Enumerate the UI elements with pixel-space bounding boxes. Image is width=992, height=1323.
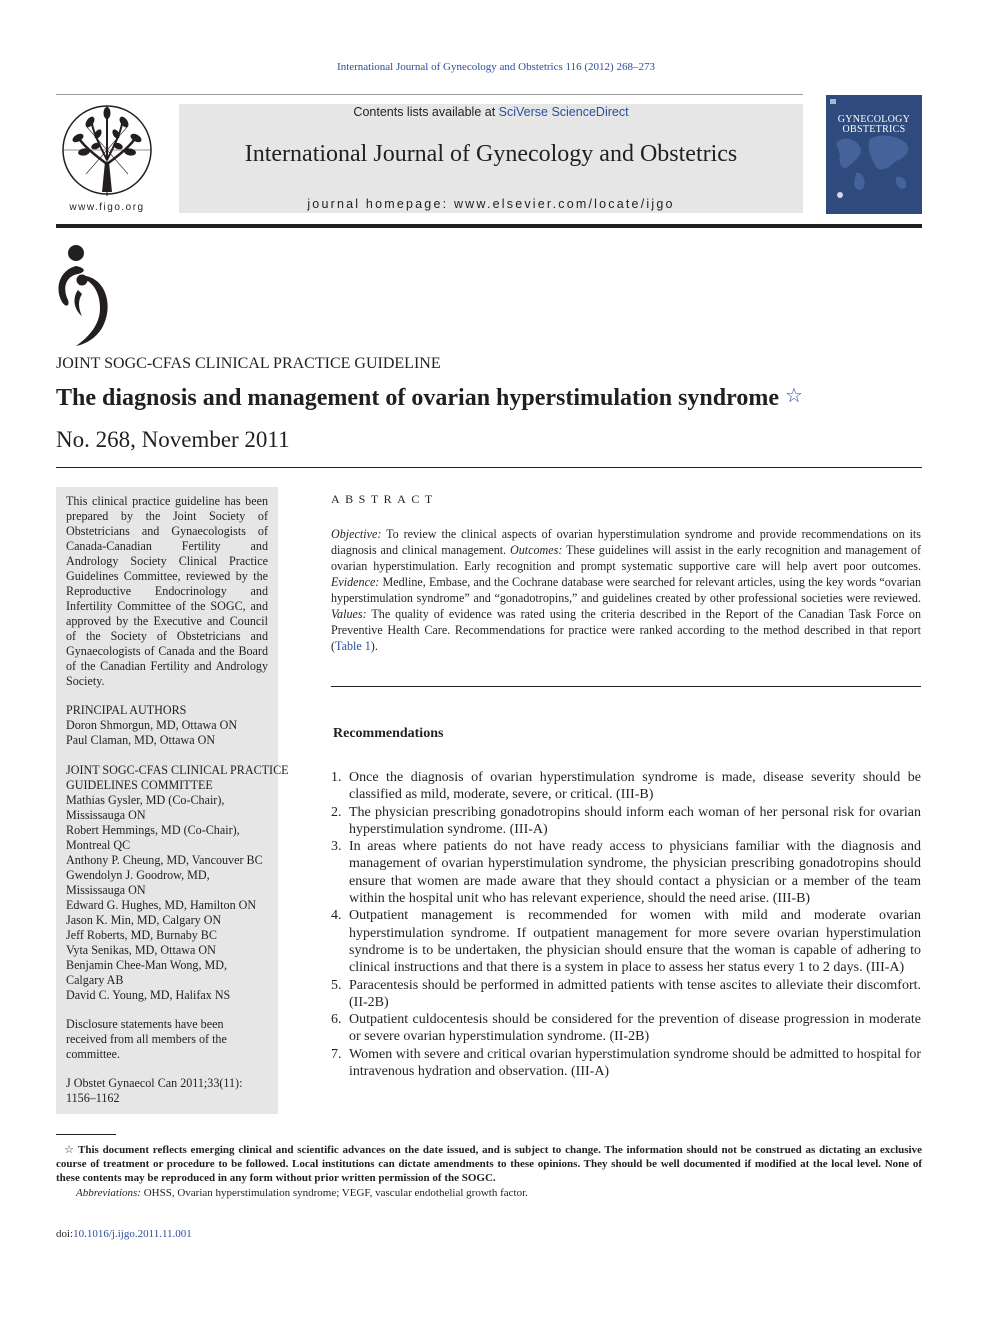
recommendation-item [331, 1011, 921, 1046]
footnote-star-icon: ☆ [64, 1144, 74, 1156]
footnote [56, 1143, 922, 1185]
objective-text: To review the clinical aspects of ovarian hyperstimulation syndrome and provide recommendations on its diagnosis and clinical management. [331, 527, 921, 557]
article-title-text: The diagnosis and management of ovarian hyperstimulation syndrome [56, 385, 779, 411]
abstract-heading: ABSTRACT [331, 492, 438, 506]
cover-title-line2: OBSTETRICS [842, 124, 906, 135]
author-line: Doron Shmorgun, MD, Ottawa ON [66, 718, 238, 732]
recommendations-heading: Recommendations [333, 726, 444, 741]
disclosure-line: received from all members of the [66, 1032, 227, 1046]
recommendation-text: In areas where patients do not have ready access to physicians familiar with the diagnosis and management of ovarian hyperstimulation syndrome, the physician prescribing gonadotropins should ensure that women are made aware that they should contact a physician or a member of the team within the hospital unit who has relevant experience, should the need arise. (III-B) [349, 839, 921, 907]
abstract-body [331, 526, 921, 654]
recommendation-number: 2. [331, 804, 342, 820]
abstract-divider [331, 686, 921, 687]
disclosure-line: Disclosure statements have been [66, 1017, 224, 1031]
recommendation-item [331, 907, 921, 976]
doi-prefix: doi: [56, 1228, 74, 1240]
committee-line: Jason K. Min, MD, Calgary ON [66, 913, 222, 927]
journal-reference-line: J Obstet Gynaecol Can 2011;33(11): [66, 1076, 243, 1090]
committee-line: Montreal QC [66, 838, 131, 852]
footnote-text: This document reflects emerging clinical and scientific advances on the date issued, and is subject to change. The information should not be construed as dictating an exclusive course of treatment or procedure to be followed. Local institutions can dictate amendments to these opinions. They should be well documented if modified at the local level. None of these contents may be reproduced in any form without prior written permission of the SOGC. [56, 1144, 922, 1184]
evidence-label: Evidence: [331, 575, 380, 589]
article-title [56, 385, 803, 412]
committee-line: Mississauga ON [66, 808, 146, 822]
contents-line [179, 105, 803, 119]
principal-authors-heading: PRINCIPAL AUTHORS [66, 703, 187, 717]
committee-heading: GUIDELINES COMMITTEE [66, 778, 213, 792]
header-divider [56, 224, 922, 228]
objective-label: Objective: [331, 527, 382, 541]
values-text: The quality of evidence was rated using the criteria described in the Report of the Canadian Task Force on Preventive Health Care. Recommendations for practice were ranked according to the method described in that report ( [331, 607, 921, 653]
abbreviations-text: OHSS, Ovarian hyperstimulation syndrome; VEGF, vascular endothelial growth factor. [140, 1187, 528, 1199]
abbreviations [76, 1186, 922, 1200]
committee-line: Mississauga ON [66, 883, 146, 897]
journal-homepage[interactable]: journal homepage: www.elsevier.com/locate/ijgo [307, 197, 675, 211]
top-divider [56, 94, 803, 95]
recommendation-item [331, 804, 921, 839]
recommendation-number: 7. [331, 1046, 342, 1062]
abbreviations-label: Abbreviations: [76, 1187, 141, 1199]
title-footnote-star-icon[interactable]: ☆ [784, 385, 803, 407]
committee-line: Gwendolyn J. Goodrow, MD, [66, 868, 210, 882]
outcomes-text: These guidelines will assist in the early recognition and management of ovarian hyperstimulation. Early recognition and prompt systematic supportive care will help avert poor outcomes. [331, 543, 921, 573]
recommendation-number: 5. [331, 977, 342, 993]
committee-line: Benjamin Chee-Man Wong, MD, [66, 958, 228, 972]
committee-line: Mathias Gysler, MD (Co-Chair), [66, 793, 225, 807]
recommendation-text: Outpatient management is recommended for women with mild and moderate ovarian hyperstimulation syndrome. If outpatient management for more severe ovarian hyperstimulation syndrome is to be undertaken, the physician should ensure that the woman is capable of adhering to clinical instructions and that there is a system in place to assess her status every 1 to 2 days. (III-A) [349, 908, 921, 976]
sciencedirect-link[interactable]: SciVerse ScienceDirect [498, 105, 629, 119]
journal-reference-line: 1156–1162 [66, 1091, 120, 1105]
committee-line: Calgary AB [66, 973, 124, 987]
committee-heading: JOINT SOGC-CFAS CLINICAL PRACTICE [66, 763, 289, 777]
sogc-logo-icon [56, 244, 112, 346]
guideline-series: JOINT SOGC-CFAS CLINICAL PRACTICE GUIDELINE [56, 355, 441, 372]
journal-citation[interactable]: International Journal of Gynecology and Obstetrics 116 (2012) 268–273 [337, 61, 655, 73]
sidebar-intro: This clinical practice guideline has been prepared by the Joint Society of Obstetricians and Gynaecologists of Canada-Canadian Fertility and Andrology Society Clinical Practice Guidelines Committee, reviewed by the Reproductive Endocrinology and Infertility Committee of the SOGC, and approved by the Executive and Council of the Society of Obstetricians and Gynaecologists of Canada and the Board of the Canadian Fertility and Andrology Society. [66, 494, 268, 688]
cover-title [826, 115, 922, 135]
doi [56, 1228, 192, 1240]
recommendation-item [331, 1046, 921, 1081]
abstract-closing: ). [370, 639, 378, 653]
cover-map-icon [826, 95, 922, 214]
recommendation-text: Outpatient culdocentesis should be considered for the prevention of disease progression in moderate or severe ovarian hyperstimulation syndrome. (II-2B) [349, 1012, 921, 1045]
disclosure-line: committee. [66, 1047, 121, 1061]
guideline-number: No. 268, November 2011 [56, 427, 290, 452]
doi-link[interactable]: 10.1016/j.ijgo.2011.11.001 [73, 1228, 192, 1240]
journal-cover [826, 95, 922, 214]
values-label: Values: [331, 607, 367, 621]
cover-title-line1: GYNECOLOGY [837, 114, 911, 125]
recommendation-item [331, 769, 921, 804]
committee-line: Robert Hemmings, MD (Co-Chair), [66, 823, 240, 837]
author-line: Paul Claman, MD, Ottawa ON [66, 733, 216, 747]
recommendation-text: Paracentesis should be performed in admitted patients with tense ascites to alleviate their discomfort. (II-2B) [349, 977, 921, 1010]
footnote-divider [56, 1134, 116, 1135]
figo-url[interactable]: www.figo.org [69, 202, 145, 213]
recommendation-text: Women with severe and critical ovarian hyperstimulation syndrome should be admitted to hospital for intravenous hydration and observation. (III-A) [349, 1046, 921, 1080]
recommendation-text: The physician prescribing gonadotropins should inform each woman of her personal risk for ovarian hyperstimulation syndrome. (III-A) [349, 804, 921, 837]
recommendation-item [331, 977, 921, 1012]
principal-authors [66, 703, 268, 748]
recommendation-text: Once the diagnosis of ovarian hyperstimulation syndrome is made, disease severity should be classified as mild, moderate, severe, or critical. (III-B) [349, 770, 921, 803]
recommendation-number: 3. [331, 839, 342, 855]
contents-prefix: Contents lists available at [353, 105, 499, 119]
recommendation-number: 6. [331, 1012, 342, 1028]
committee-line: Vyta Senikas, MD, Ottawa ON [66, 943, 216, 957]
outcomes-label: Outcomes: [510, 543, 563, 557]
committee-members [66, 763, 289, 1003]
evidence-text: Medline, Embase, and the Cochrane database were searched for relevant articles, using the key words “ovarian hyperstimulation syndrome” and “gonadotropins,” and guidelines created by other professional societies were reviewed. [331, 575, 921, 605]
disclosure-statement [66, 1017, 268, 1062]
recommendations-list [331, 769, 921, 1080]
committee-line: Anthony P. Cheung, MD, Vancouver BC [66, 853, 263, 867]
committee-line: David C. Young, MD, Halifax NS [66, 988, 231, 1002]
table-1-link[interactable]: Table 1 [335, 639, 371, 653]
recommendation-number: 4. [331, 908, 342, 924]
journal-reference [66, 1076, 268, 1106]
title-divider [56, 467, 922, 468]
recommendation-number: 1. [331, 770, 342, 785]
committee-line: Jeff Roberts, MD, Burnaby BC [66, 928, 217, 942]
journal-name: International Journal of Gynecology and Obstetrics [244, 141, 738, 167]
committee-line: Edward G. Hughes, MD, Hamilton ON [66, 898, 257, 912]
figo-logo-icon [56, 100, 158, 210]
recommendation-item [331, 838, 921, 907]
